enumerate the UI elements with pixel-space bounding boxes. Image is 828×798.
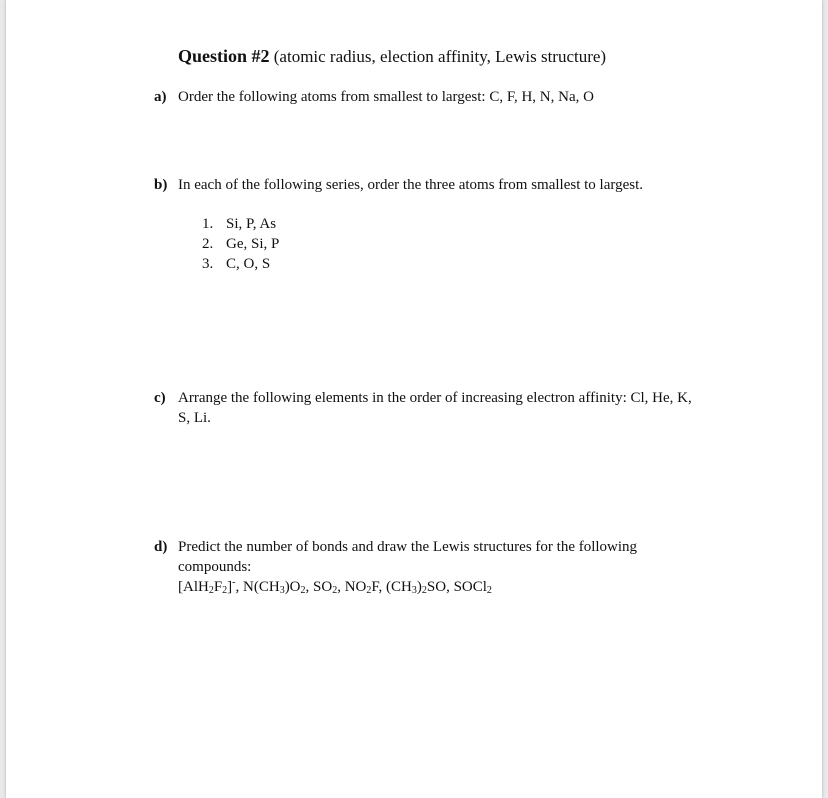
- formula-part: [AlH: [178, 579, 209, 595]
- formula-subscript: 2: [222, 585, 228, 596]
- question-b-series-list: [202, 214, 279, 274]
- list-item-text: Ge, Si, P: [226, 236, 280, 252]
- question-d-text: [178, 537, 708, 597]
- formula-subscript: 3: [411, 585, 417, 596]
- list-item-text: Si, P, As: [226, 216, 277, 232]
- formula-subscript: 2: [421, 585, 427, 596]
- formula-nitro-methyl: [243, 579, 306, 595]
- list-item: [202, 254, 279, 274]
- question-b-label: b): [154, 177, 168, 193]
- formula-part: )O: [284, 579, 301, 595]
- question-number: Question #2: [178, 46, 270, 66]
- formula-thionyl-chloride: [454, 579, 492, 595]
- question-c-line-1: Arrange the following elements in the order of increasing electron affinity: Cl, He, K,: [178, 390, 692, 406]
- formula-part: ]: [227, 579, 233, 595]
- list-item-text: C, O, S: [226, 256, 271, 272]
- question-topics: (atomic radius, election affinity, Lewis structure): [273, 47, 607, 66]
- formula-separator: ,: [337, 579, 345, 595]
- formula-part: SOCl: [453, 579, 487, 595]
- compound-formula-list: [178, 577, 708, 597]
- formula-sulfur-dioxide: [313, 579, 337, 595]
- list-item: [202, 214, 279, 234]
- formula-subscript: 3: [279, 585, 285, 596]
- question-d-label: d): [154, 539, 168, 555]
- list-item-number: 2.: [202, 236, 214, 252]
- question-a-text: Order the following atoms from smallest to largest: C, F, H, N, Na, O: [178, 89, 594, 105]
- question-d-line-1: Predict the number of bonds and draw the Lewis structures for the following: [178, 539, 638, 555]
- formula-separator: ,: [235, 579, 244, 595]
- formula-part: SO: [313, 579, 333, 595]
- question-title: [178, 46, 606, 67]
- list-item-number: 3.: [202, 256, 214, 272]
- question-b-text: In each of the following series, order the three atoms from smallest to largest.: [178, 177, 643, 193]
- list-item: [202, 234, 279, 254]
- formula-separator: ,: [305, 579, 314, 595]
- formula-part: SO: [426, 579, 447, 595]
- formula-subscript: 2: [208, 585, 214, 596]
- question-c-text: [178, 388, 708, 428]
- formula-nitryl-fluoride: [345, 579, 379, 595]
- formula-subscript: 2: [300, 585, 306, 596]
- question-c-label: c): [154, 390, 166, 406]
- formula-part: N(CH: [243, 579, 280, 595]
- formula-part: F: [371, 579, 379, 595]
- formula-part: NO: [344, 579, 367, 595]
- formula-part: (CH: [386, 579, 412, 595]
- formula-dimethyl-sulfoxide: [386, 579, 446, 595]
- formula-aluminum-hydride-fluoride: [178, 579, 236, 595]
- formula-separator: ,: [446, 579, 454, 595]
- document-page: [6, 0, 822, 798]
- question-d-line-2: compounds:: [178, 559, 252, 575]
- formula-subscript: 2: [332, 585, 338, 596]
- formula-subscript: 2: [366, 585, 372, 596]
- formula-part: F: [213, 579, 223, 595]
- formula-part: ): [416, 579, 422, 595]
- question-c-line-2: S, Li.: [178, 410, 211, 426]
- formula-superscript: -: [232, 577, 236, 588]
- formula-subscript: 2: [486, 585, 492, 596]
- question-a-label: a): [154, 89, 167, 105]
- list-item-number: 1.: [202, 216, 214, 232]
- formula-separator: ,: [378, 579, 387, 595]
